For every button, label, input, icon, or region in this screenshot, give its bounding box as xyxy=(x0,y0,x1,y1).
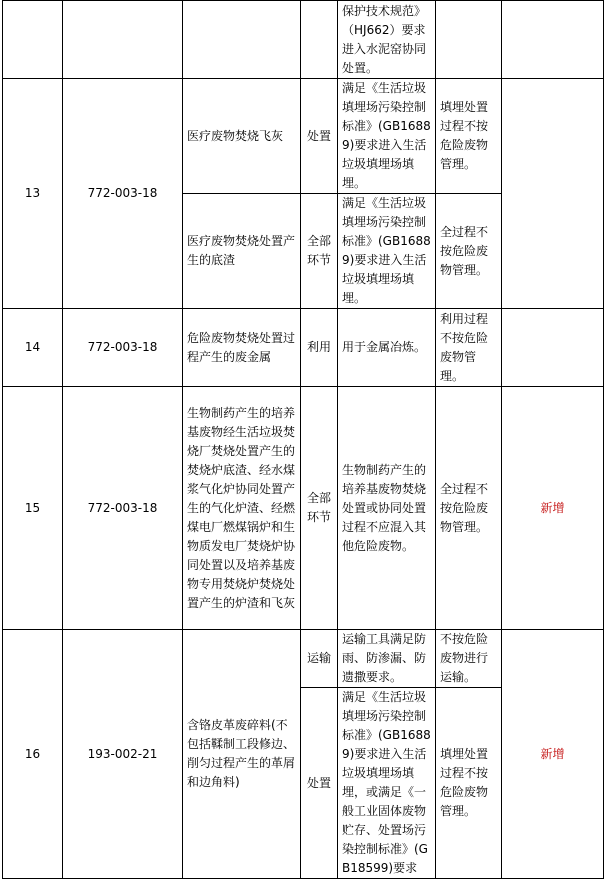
waste-code: 772-003-18 xyxy=(87,186,158,200)
cell-exempt xyxy=(436,309,502,387)
exempt-content: 全过程不按危险废物管理。 xyxy=(440,481,489,534)
table-row-13a xyxy=(3,79,604,194)
cell-name xyxy=(183,194,301,309)
waste-code: 193-002-21 xyxy=(87,746,158,761)
cell-condition xyxy=(338,309,436,387)
condition-text: 生物制药产生的培养基废物焚烧处置或协同处置过程不应混入其他危险废物。 xyxy=(342,462,427,553)
new-entry-note: 新增 xyxy=(540,746,565,761)
cell-exempt xyxy=(436,1,502,79)
waste-name: 危险废物焚烧处置过程产生的废金属 xyxy=(187,330,296,364)
condition-text: 满足《生活垃圾填埋场污染控制标准》(GB16889)要求进入生活垃圾填埋场填埋，或满足《一般工业固体废物贮存、处置场污染控制标准》(GB18599)要求 xyxy=(342,690,431,875)
cell-env xyxy=(301,79,338,194)
exempt-stage: 全部环节 xyxy=(306,234,331,267)
cell-env xyxy=(301,309,338,387)
cell-name xyxy=(183,630,301,879)
cell-note xyxy=(502,630,604,879)
exempt-stage: 利用 xyxy=(306,340,331,354)
row-number: 13 xyxy=(24,186,41,200)
exempt-stage: 处置 xyxy=(306,128,331,143)
condition-text: 满足《生活垃圾填埋场污染控制标准》(GB16889)要求进入生活垃圾填埋场填埋。 xyxy=(342,81,431,190)
cell-code xyxy=(63,309,183,387)
exempt-stage: 处置 xyxy=(306,775,331,790)
exempt-content: 填埋处置过程不按危险废物管理。 xyxy=(440,100,489,171)
cell-env xyxy=(301,1,338,79)
exemption-table xyxy=(2,0,604,879)
cell-exempt xyxy=(436,194,502,309)
cell-name xyxy=(183,309,301,387)
waste-name: 含铬皮革废碎料(不包括鞣制工段修边、削匀过程产生的革屑和边角料) xyxy=(187,718,296,789)
table-row-16a xyxy=(3,630,604,688)
cell-note xyxy=(502,387,604,630)
cell-env xyxy=(301,387,338,630)
cell-no xyxy=(3,1,63,79)
new-entry-note: 新增 xyxy=(540,500,565,515)
cell-condition xyxy=(338,387,436,630)
table-row-14 xyxy=(3,309,604,387)
exempt-content: 全过程不按危险废物管理。 xyxy=(440,224,489,277)
condition-text: 用于金属冶炼。 xyxy=(342,340,427,354)
waste-name: 医疗废物焚烧处置产生的底渣 xyxy=(187,234,296,267)
cell-no xyxy=(3,630,63,879)
cell-no xyxy=(3,309,63,387)
cell-env xyxy=(301,630,338,688)
waste-name: 生物制药产生的培养基废物经生活垃圾焚烧厂焚烧处置产生的焚烧炉底渣、经水煤浆气化炉协同处置产生的气化炉渣、经燃煤电厂燃煤锅炉和生物质发电厂焚烧炉协同处置以及培养基废物专用焚烧炉焚烧处置产生的炉渣和飞灰 xyxy=(187,405,296,610)
cell-code xyxy=(63,387,183,630)
table-row-15 xyxy=(3,387,604,630)
row-number: 14 xyxy=(24,340,41,354)
row-number: 15 xyxy=(24,500,41,515)
exempt-content: 利用过程不按危险废物管理。 xyxy=(440,311,489,383)
waste-code: 772-003-18 xyxy=(87,500,158,515)
waste-code: 772-003-18 xyxy=(87,340,158,354)
exempt-stage: 运输 xyxy=(306,651,331,665)
cell-exempt xyxy=(436,688,502,879)
cell-exempt xyxy=(436,79,502,194)
row-number: 16 xyxy=(24,746,41,761)
condition-text: 运输工具满足防雨、防渗漏、防遗撒要求。 xyxy=(342,632,427,684)
cell-note xyxy=(502,1,604,79)
cell-name xyxy=(183,1,301,79)
condition-text: 保护技术规范》（HJ662）要求进入水泥窑协同处置。 xyxy=(342,3,427,75)
exempt-stage: 全部环节 xyxy=(306,491,331,524)
condition-text: 满足《生活垃圾填埋场污染控制标准》(GB16889)要求进入生活垃圾填埋场填埋。 xyxy=(342,196,431,305)
cell-condition xyxy=(338,79,436,194)
cell-exempt xyxy=(436,387,502,630)
exempt-content: 不按危险废物进行运输。 xyxy=(440,632,489,684)
cell-env xyxy=(301,688,338,879)
cell-code xyxy=(63,1,183,79)
cell-condition xyxy=(338,688,436,879)
cell-no xyxy=(3,387,63,630)
cell-no xyxy=(3,79,63,309)
cell-code xyxy=(63,630,183,879)
cell-condition xyxy=(338,630,436,688)
cell-condition xyxy=(338,194,436,309)
cell-env xyxy=(301,194,338,309)
cell-note xyxy=(502,309,604,387)
table-row-continued xyxy=(3,1,604,79)
cell-name xyxy=(183,79,301,194)
cell-note xyxy=(502,79,604,309)
exempt-content: 填埋处置过程不按危险废物管理。 xyxy=(440,747,489,818)
cell-name xyxy=(183,387,301,630)
waste-name: 医疗废物焚烧飞灰 xyxy=(187,128,284,143)
cell-code xyxy=(63,79,183,309)
cell-condition xyxy=(338,1,436,79)
cell-exempt xyxy=(436,630,502,688)
